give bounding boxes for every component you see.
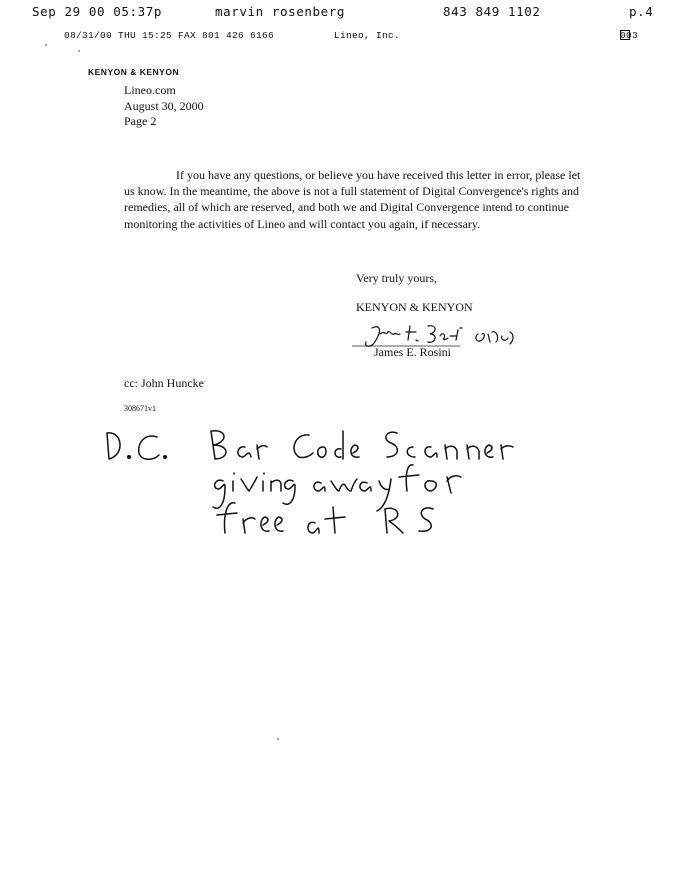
address-block [124, 83, 204, 130]
scan-speck [277, 738, 279, 740]
handwritten-note [95, 415, 515, 535]
document-id: 308671v1 [124, 404, 156, 413]
fax-stamp: 08/31/00 THU 15:25 FAX 801 426 6166 [64, 30, 275, 41]
fax-company: Lineo, Inc. [334, 30, 401, 41]
letter-date: August 30, 2000 [124, 98, 204, 113]
fax-phone: 843 849 1102 [443, 4, 541, 19]
recipient: Lineo.com [124, 83, 176, 97]
signer-name: James E. Rosini [374, 345, 451, 359]
fax-page-number: p.4 [629, 4, 654, 19]
cc-line: cc: John Huncke [124, 376, 204, 390]
fax-transmission-line [0, 30, 700, 44]
fax-page-count-value: 003 [620, 30, 639, 41]
letterhead-firm: KENYON & KENYON [88, 67, 180, 77]
fax-header [0, 4, 700, 20]
body-paragraph: If you have any questions, or believe you have received this letter in error, please let us know. In the meantime, the above is not a full statement of Digital Convergence's rights and remedies, all of which are reserved, and both we and Digital Convergence intend to continue monitoring the activities of Lineo and will contact you again, if necessary. [124, 168, 581, 231]
closing-salutation: Very truly yours, [356, 271, 437, 285]
fax-sender: marvin rosenberg [215, 4, 346, 19]
scan-speck [78, 50, 80, 52]
closing-firm: KENYON & KENYON [356, 300, 473, 314]
letter-page: Page 2 [124, 114, 157, 128]
scan-speck [45, 44, 47, 46]
letter-body [124, 167, 584, 232]
fax-date-time: Sep 29 00 05:37p [32, 4, 163, 19]
